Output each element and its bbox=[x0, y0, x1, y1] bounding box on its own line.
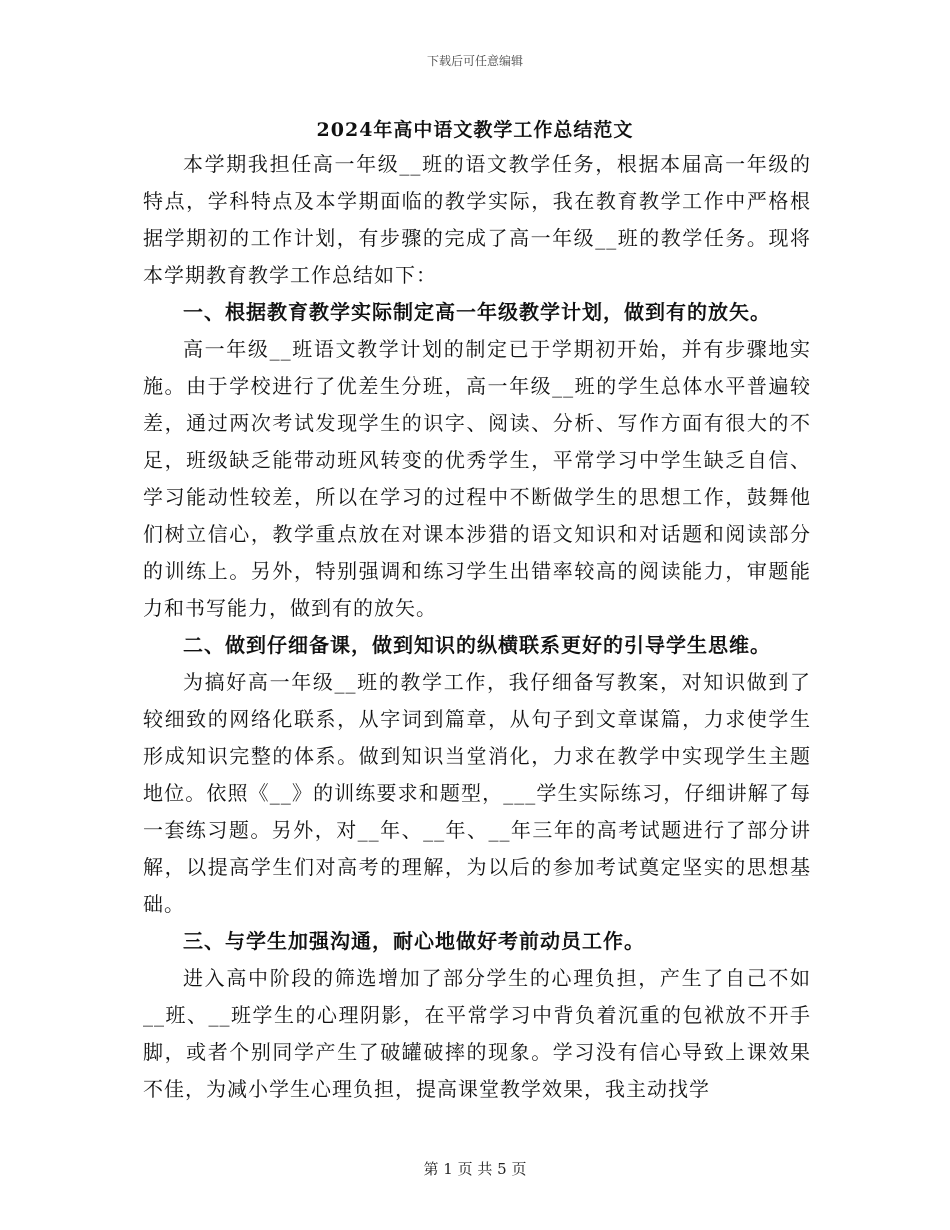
section-2-paragraph: 为搞好高一年级__班的教学工作，我仔细备写教案，对知识做到了较细致的网络化联系，从字词到篇章，从句子到文章谋篇，力求使学生形成知识完整的体系。做到知识当堂消化，力求在教学中实现学生主题地位。依照《__》的训练要求和题型，___学生实际练习，仔细讲解了每一套练习题。另外，对__年、__年、__年三年的高考试题进行了部分讲解，以提高学生们对高考的理解，为以后的参加考试奠定坚实的思想基础。 bbox=[143, 670, 811, 916]
document-body bbox=[143, 146, 811, 1108]
section-3-heading: 三、与学生加强沟通，耐心地做好考前动员工作。 bbox=[183, 929, 645, 953]
section-3-paragraph: 进入高中阶段的筛选增加了部分学生的心理负担，产生了自己不如__班、__班学生的心理阴影，在平常学习中背负着沉重的包袱放不开手脚，或者个别同学产生了破罐破摔的现象。学习没有信心导致上课效果不佳，为减小学生心理负担，提高课堂教学效果，我主动找学 bbox=[143, 966, 811, 1101]
section-1-paragraph: 高一年级__班语文教学计划的制定已于学期初开始，并有步骤地实施。由于学校进行了优差生分班，高一年级__班的学生总体水平普遍较差，通过两次考试发现学生的识字、阅读、分析、写作方面有很大的不足，班级缺乏能带动班风转变的优秀学生，平常学习中学生缺乏自信、学习能动性较差，所以在学习的过程中不断做学生的思想工作，鼓舞他们树立信心，教学重点放在对课本涉猎的语文知识和对话题和阅读部分的训练上。另外，特别强调和练习学生出错率较高的阅读能力，审题能力和书写能力，做到有的放矢。 bbox=[143, 337, 811, 620]
document-title: 2024年高中语文教学工作总结范文 bbox=[316, 119, 634, 141]
header-note: 下载后可任意编辑 bbox=[426, 54, 523, 68]
section-1-heading: 一、根据教育教学实际制定高一年级教学计划，做到有的放矢。 bbox=[183, 300, 771, 324]
intro-paragraph: 本学期我担任高一年级__班的语文教学任务，根据本届高一年级的特点，学科特点及本学期面临的教学实际，我在教育教学工作中严格根据学期初的工作计划，有步骤的完成了高一年级__班的教学任务。现将本学期教育教学工作总结如下： bbox=[143, 152, 811, 287]
page-number-footer: 第 1 页 共 5 页 bbox=[423, 1160, 527, 1178]
section-2-heading: 二、做到仔细备课，做到知识的纵横联系更好的引导学生思维。 bbox=[183, 633, 771, 657]
